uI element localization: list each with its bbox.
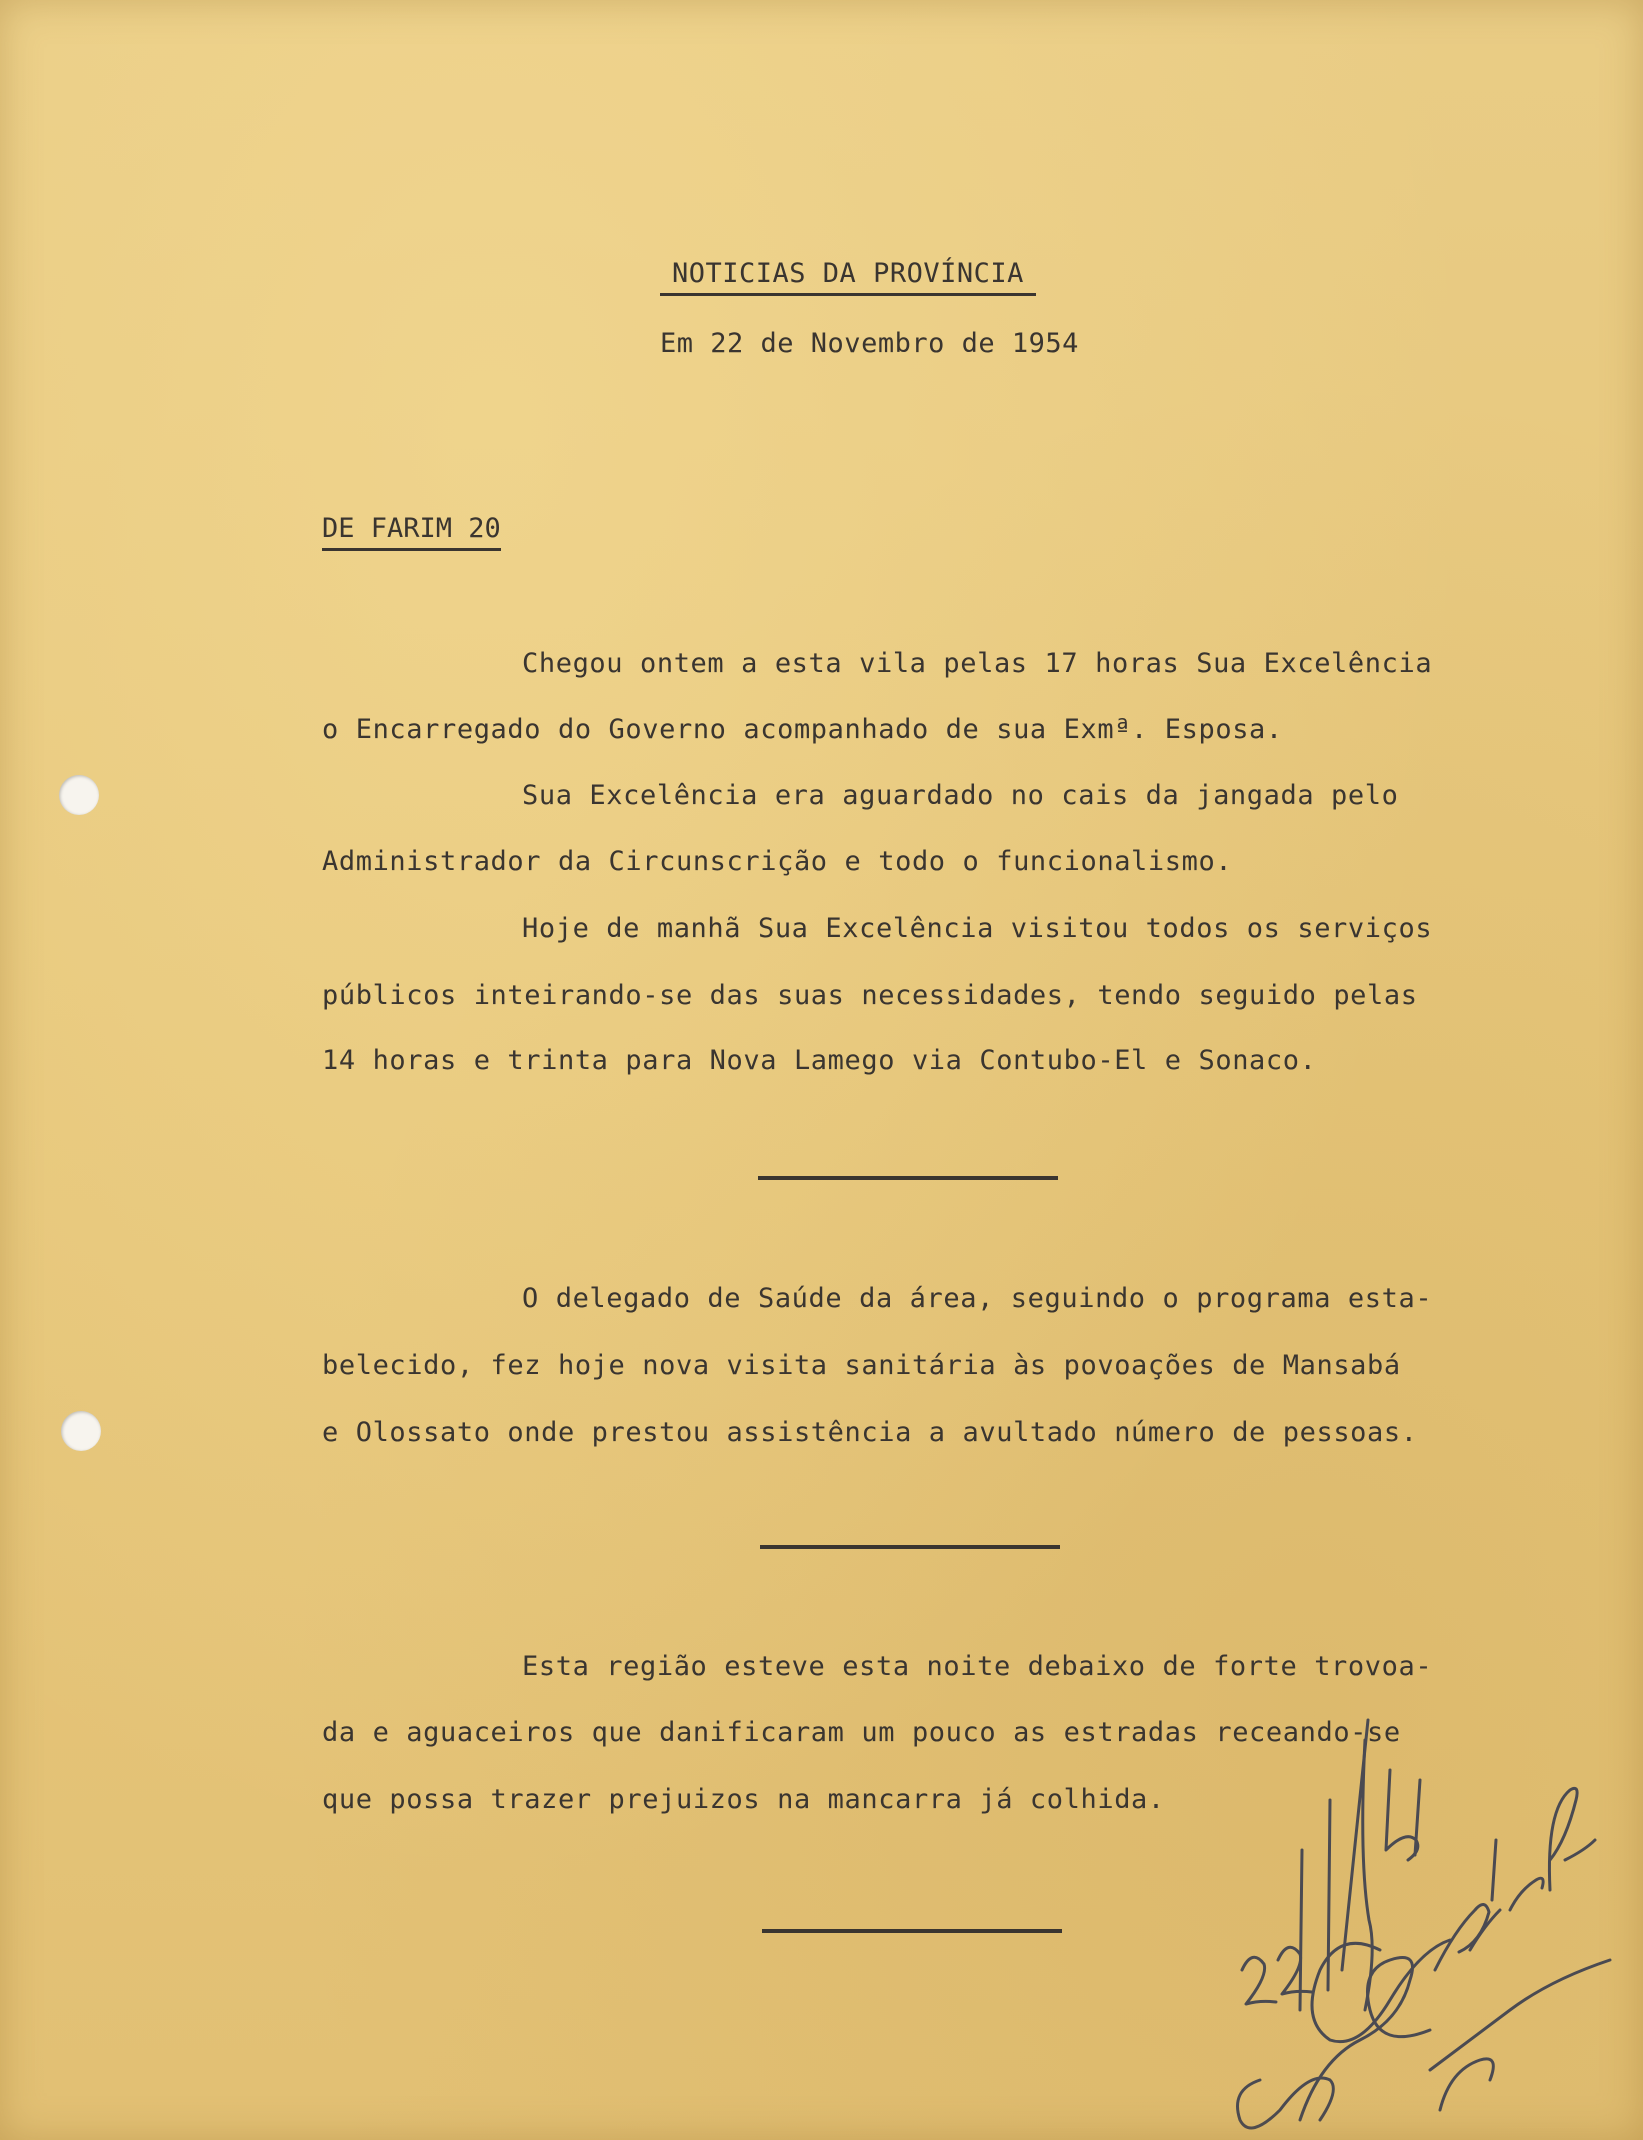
paragraph-line: Administrador da Circunscrição e todo o funcionalismo.: [322, 846, 1233, 877]
paragraph-line: belecido, fez hoje nova visita sanitária às povoações de Mansabá: [322, 1350, 1401, 1381]
document-date: Em 22 de Novembro de 1954: [660, 328, 1079, 359]
paragraph-line: 14 horas e trinta para Nova Lamego via Contubo-El e Sonaco.: [322, 1045, 1317, 1076]
paragraph-line: da e aguaceiros que danificaram um pouco as estradas receando-se: [322, 1717, 1401, 1748]
document-title: NOTICIAS DA PROVÍNCIA: [660, 258, 1036, 296]
paragraph-line: Hoje de manhã Sua Excelência visitou todos os serviços: [522, 913, 1433, 944]
section-divider: [760, 1545, 1060, 1549]
paragraph-line: o Encarregado do Governo acompanhado de sua Exmª. Esposa.: [322, 714, 1283, 745]
paragraph-line: Esta região esteve esta noite debaixo de forte trovoa-: [522, 1651, 1433, 1682]
paragraph-line: e Olossato onde prestou assistência a avultado número de pessoas.: [322, 1417, 1418, 1448]
paragraph-line: O delegado de Saúde da área, seguindo o programa esta-: [522, 1283, 1433, 1314]
punch-hole: [59, 775, 99, 815]
handwritten-signature: [1230, 1650, 1620, 2130]
punch-hole: [61, 1411, 101, 1451]
paragraph-line: Chegou ontem a esta vila pelas 17 horas Sua Excelência: [522, 648, 1433, 679]
paragraph-line: Sua Excelência era aguardado no cais da jangada pelo: [522, 780, 1399, 811]
section-divider: [758, 1176, 1058, 1180]
section-divider: [762, 1929, 1062, 1933]
section-heading: DE FARIM 20: [322, 513, 501, 551]
paragraph-line: públicos inteirando-se das suas necessidades, tendo seguido pelas: [322, 980, 1418, 1011]
paragraph-line: que possa trazer prejuizos na mancarra já colhida.: [322, 1784, 1165, 1815]
